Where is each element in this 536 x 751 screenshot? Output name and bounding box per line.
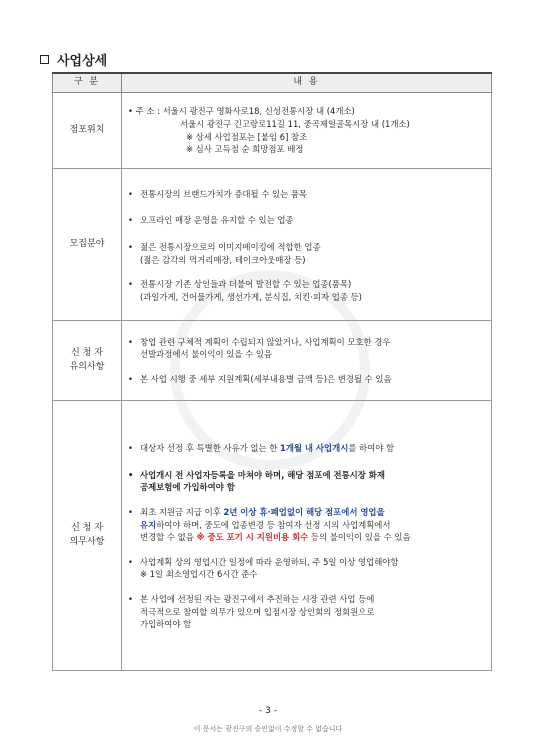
row-content-location	[122, 93, 492, 169]
list-item-sub: ※ 1일 최소영업시간 6시간 준수	[140, 569, 258, 580]
detail-table	[52, 72, 492, 671]
list-item: • 오프라인 매장 운영을 유지할 수 있는 업종	[128, 215, 294, 226]
list-item-sub: 가입하여야 함	[140, 619, 192, 630]
list-item-sub: 변경할 수 없음 ※ 중도 포기 시 지원비용 회수 등의 불이익이 있을 수 있음	[140, 532, 411, 543]
checkbox-square-icon	[40, 55, 49, 64]
list-item: • 사업개시 전 사업자등록을 마쳐야 하며, 해당 점포에 전통시장 화재	[128, 469, 385, 480]
list-item: • 젊은 전통시장으로의 이미지메이킹에 적합한 업종	[128, 241, 321, 252]
list-item: • 본 사업 시행 중 세부 지원계획(세부내용별 금액 등)은 변경될 수 있음	[128, 373, 392, 384]
list-item: • 최초 지원금 지급 이후 2년 이상 휴·폐업없이 해당 점포에서 영업을	[128, 506, 385, 517]
table-row-recruit	[53, 169, 492, 321]
list-item-sub: (과일가게, 건어물가게, 생선가게, 분식집, 치킨·피자 업종 등)	[140, 291, 362, 302]
list-item: • 전통시장의 브랜드가치가 증대될 수 있는 품목	[128, 188, 308, 199]
header-category: 구 분	[53, 73, 122, 93]
row-content-caution	[122, 321, 492, 401]
list-item-sub: 선발과정에서 불이익이 있을 수 있음	[140, 349, 273, 360]
list-item: • 전통시장 기존 상인들과 더불어 발전할 수 있는 업종(품목)	[128, 279, 352, 290]
list-item-sub: 유지하여야 하며, 중도에 업종변경 등 참여자 선정 시의 사업계획에서	[140, 519, 391, 530]
table-header-row	[53, 73, 492, 93]
row-label-duty: 신 청 자 의무사항	[53, 401, 122, 671]
page-number: - 3 -	[259, 706, 277, 716]
row-content-duty	[122, 401, 492, 671]
address-line-1: • 주 소 : 서울시 광진구 영화사로18, 신성전통시장 내 (4개소)	[128, 106, 355, 117]
list-item: • 사업계획 상의 영업시간 일정에 따라 운영하되, 주 5일 이상 영업해야함	[128, 556, 399, 567]
list-item-sub: (젊은 감각의 먹거리매장, 테이크아웃매장 등)	[140, 254, 306, 265]
list-item-sub: 적극적으로 참여할 의무가 있으며 입점시장 상인회의 정회원으로	[140, 606, 375, 617]
table-row-duty	[53, 401, 492, 671]
list-item-sub: 공제보험에 가입하여야 함	[140, 482, 235, 493]
section-heading	[40, 50, 107, 69]
row-content-recruit	[122, 169, 492, 321]
header-content: 내 용	[122, 73, 492, 93]
note-line-2: ※ 심사 고득점 순 희망점포 배정	[186, 144, 304, 155]
row-label-recruit: 모집분야	[53, 169, 122, 321]
list-item: • 대상자 선정 후 특별한 사유가 없는 한 1개월 내 사업개시를 하여야 함	[128, 443, 395, 454]
footer-note: 이 문서는 광진구의 승인없이 수정할 수 없습니다	[193, 725, 343, 733]
table-row-location	[53, 93, 492, 169]
row-label-location: 점포위치	[53, 93, 122, 169]
note-line-1: ※ 상세 사업점포는 [붙임 6] 참조	[186, 131, 308, 142]
list-item: • 본 사업에 선정된 자는 광진구에서 추진하는 시장 관련 사업 등에	[128, 594, 375, 605]
list-item: • 창업 관련 구체적 계획이 수립되지 않았거나, 사업계획이 모호한 경우	[128, 336, 391, 347]
table-row-caution	[53, 321, 492, 401]
address-line-2: 서울시 광진구 긴고랑로11길 11, 중곡제일골목시장 내 (1개소)	[180, 118, 410, 129]
section-heading-text: 사업상세	[57, 54, 108, 69]
row-label-caution: 신 청 자 유의사항	[53, 321, 122, 401]
